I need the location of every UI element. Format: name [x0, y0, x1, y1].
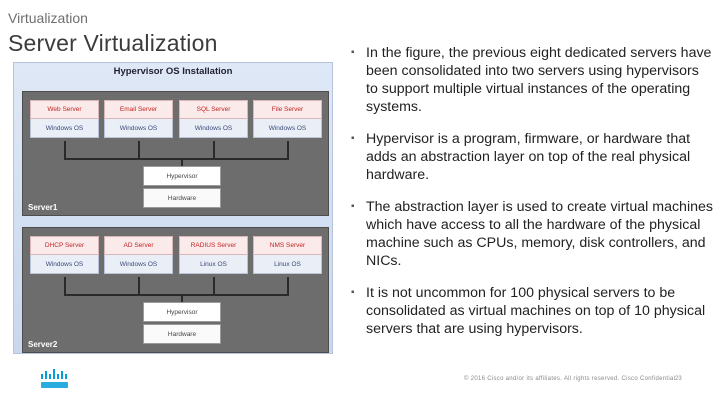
vm-os-label: Windows OS: [104, 255, 173, 274]
vm-os-label: Linux OS: [253, 255, 322, 274]
vm-app-label: NMS Server: [253, 236, 322, 255]
hypervisor-layer: Hypervisor: [143, 166, 221, 186]
vm-app-label: File Server: [253, 100, 322, 119]
vm-box: [104, 100, 173, 141]
vm-box: [30, 236, 99, 277]
server-1-panel: [22, 91, 329, 216]
vm-box: [179, 100, 248, 141]
vm-os-label: Windows OS: [253, 119, 322, 138]
connector-line: [287, 277, 289, 295]
bullet-list: [351, 44, 713, 352]
vm-os-label: Linux OS: [179, 255, 248, 274]
bullet-item: [351, 130, 713, 184]
slide-title: Server Virtualization: [8, 30, 218, 56]
vm-app-label: RADIUS Server: [179, 236, 248, 255]
vm-box: [30, 100, 99, 141]
vm-box: [104, 236, 173, 277]
copyright-notice: © 2016 Cisco and/or its affiliates. All rights reserved. Cisco Confidential: [464, 376, 676, 382]
bullet-marker: ▪: [351, 201, 355, 212]
page-number: 23: [675, 376, 682, 382]
connector-line: [64, 277, 66, 295]
connector-line: [181, 294, 183, 302]
vm-box: [253, 236, 322, 277]
vm-app-label: Web Server: [30, 100, 99, 119]
bullet-item: [351, 198, 713, 270]
bullet-item: [351, 44, 713, 116]
bullet-text: The abstraction layer is used to create virtual machines which have access to all the hardware of the physical machine such as CPUs, memory, disk controllers, and NICs.: [366, 199, 713, 269]
hardware-layer: Hardware: [143, 324, 221, 344]
hypervisor-figure: [13, 62, 333, 354]
server-label: Server2: [28, 340, 58, 349]
server-2-panel: [22, 227, 329, 353]
vm-app-label: DHCP Server: [30, 236, 99, 255]
hypervisor-layer: Hypervisor: [143, 302, 221, 322]
connector-line: [64, 158, 289, 160]
bullet-text: It is not uncommon for 100 physical servers to be consolidated as virtual machines on top of 10 physical servers that are using hypervisors.: [366, 285, 706, 337]
bullet-marker: ▪: [351, 47, 355, 58]
vm-app-label: SQL Server: [179, 100, 248, 119]
vm-os-label: Windows OS: [30, 119, 99, 138]
server-label: Server1: [28, 203, 58, 212]
bullet-item: [351, 284, 713, 338]
hardware-layer: Hardware: [143, 188, 221, 208]
figure-title: Hypervisor OS Installation: [113, 66, 233, 77]
bullet-marker: ▪: [351, 287, 355, 298]
connector-line: [181, 158, 183, 166]
connector-line: [138, 277, 140, 295]
vm-app-label: Email Server: [104, 100, 173, 119]
vm-box: [179, 236, 248, 277]
vm-box: [253, 100, 322, 141]
bullet-text: In the figure, the previous eight dedicated servers have been consolidated into two servers using hypervisors to support multiple virtual instances of the operating systems.: [366, 45, 712, 115]
connector-line: [213, 141, 215, 159]
vm-os-label: Windows OS: [30, 255, 99, 274]
connector-line: [213, 277, 215, 295]
bullet-text: Hypervisor is a program, firmware, or hardware that adds an abstraction layer on top of the real physical hardware.: [366, 131, 691, 183]
connector-line: [64, 141, 66, 159]
vm-app-label: AD Server: [104, 236, 173, 255]
connector-line: [287, 141, 289, 159]
vm-os-label: Windows OS: [179, 119, 248, 138]
vm-os-label: Windows OS: [104, 119, 173, 138]
connector-line: [64, 294, 289, 296]
bullet-marker: ▪: [351, 133, 355, 144]
cisco-logo-icon: [40, 368, 70, 390]
section-eyebrow: Virtualization: [8, 10, 88, 26]
connector-line: [138, 141, 140, 159]
